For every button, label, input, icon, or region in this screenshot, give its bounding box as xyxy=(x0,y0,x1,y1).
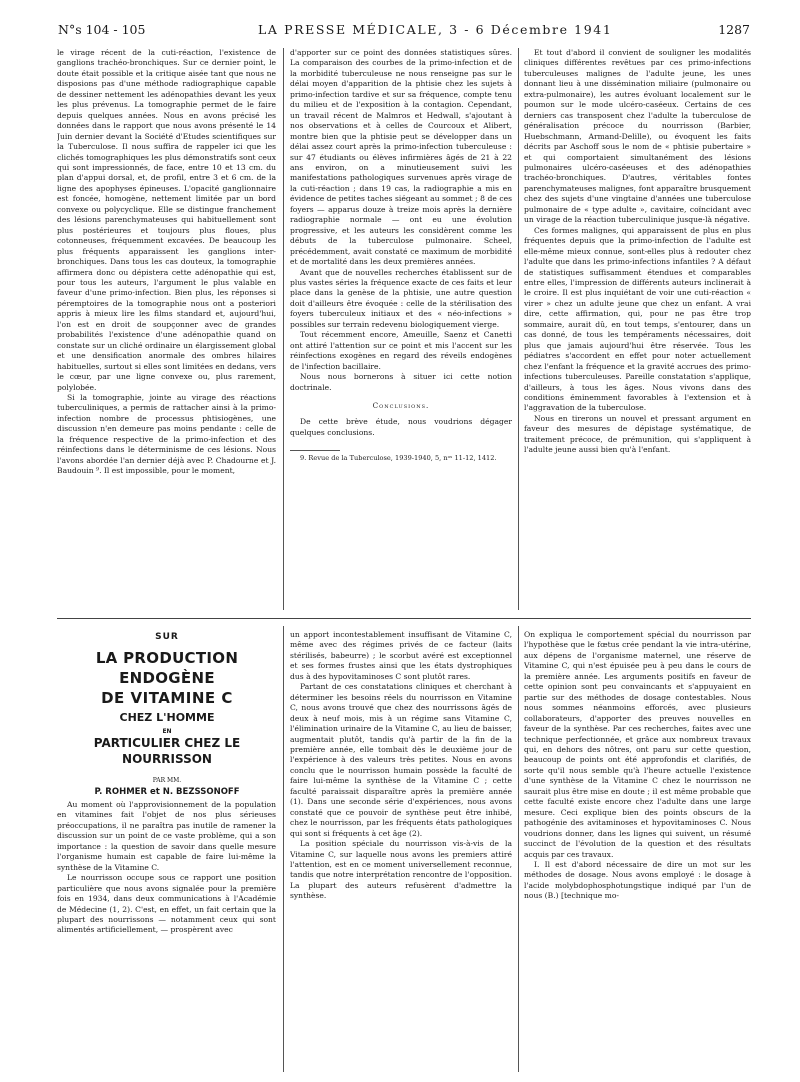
paragraph: Si la tomographie, jointe au virage des réactions tuberculiniques, a permis de rattacher ainsi à la primo-infection nombre de processus phtisiogènes, une discussion n'en demeure pas moins pendante : celle de la fréquence respective de la primo-infection et des réinfections dans le déterminisme de ces lésions. Nous l'avons abordée l'an dernier déjà avec P. Chadourne et J. Baudouin ⁹. Il est impossible, pour le moment, xyxy=(57,392,276,476)
column-divider xyxy=(518,626,519,1072)
paragraph: Au moment où l'approvisionnement de la population en vitamines fait l'objet de nos plus sérieuses préoccupations, il ne paraîtra pas inutile de ramener la discussion sur un point de ce vaste problème, qui a son importance : la question de savoir dans quelle mesure l'organisme humain est capable de faire lui-même la synthèse de la Vitamine C. xyxy=(57,800,276,872)
column-divider xyxy=(283,48,284,610)
title-line-4: PARTICULIER CHEZ LE NOURRISSON xyxy=(93,736,241,766)
section-divider xyxy=(57,618,751,619)
page-number: 1287 xyxy=(718,22,750,37)
column-divider xyxy=(518,48,519,610)
article-column-1 xyxy=(57,800,276,1070)
title-line-3: CHEZ L'HOMME xyxy=(119,711,215,724)
column-divider xyxy=(283,626,284,1072)
journal-title: LA PRESSE MÉDICALE, 3 - 6 Décembre 1941 xyxy=(258,22,613,37)
paragraph: De cette brève étude, nous voudrions dégager quelques conclusions. xyxy=(290,417,512,437)
paragraph: Nous en tirerons un nouvel et pressant argument en faveur des mesures de dépistage systématique, de traitement précoce, de prémunition, qui s'appliquent à l'adulte jeune aussi bien qu'à l'enfant. xyxy=(524,413,751,455)
paragraph: Avant que de nouvelles recherches établissent sur de plus vastes séries la fréquence exacte de ces faits et leur place dans la genèse de la phtisie, une autre question doit d'ailleurs être évoquée : celle de la stérilisation des foyers tuberculeux initiaux et des « néo-infections » possibles sur terrain redevenu biologiquement vierge. xyxy=(290,267,512,329)
title-connector: EN xyxy=(162,728,172,735)
title-line-1: LA PRODUCTION ENDOGÈNE xyxy=(95,649,239,687)
paragraph: Nous nous bornerons à situer ici cette notion doctrinale. xyxy=(290,372,512,392)
paragraph: d'apporter sur ce point des données statistiques sûres. La comparaison des courbes de la primo-infection et de la morbidité tuberculeuse ne nous renseigne pas sur le délai moyen d'apparition de la phtisie chez les sujets à primo-infection tardive et sur sa fréquence, compte tenu du milieu et de l'exposition à la contagion. Cependant, un travail récent de Malmros et Hedwall, s'ajoutant à nos observations et à celles de Courcoux et Alibert, montre bien que la phtisie peut se développer dans un délai assez court après la primo-infection tuberculeuse : sur 47 étudiants ou élèves infirmières âgés de 21 à 22 ans environ, on a minutieusement suivi les manifestations pathologiques survenues après virage de la cuti-réaction ; dans 19 cas, la radiographie a mis en évidence de petites taches siégeant au sommet ; 8 de ces foyers — apparus douze à treize mois après la dernière radiographie normale — ont eu une évolution progressive, et les auteurs les considèrent comme les débuts de la tuberculose pulmonaire. Scheel, précédemment, avait constaté ce maximum de morbidité et de mortalité dans les deux premières années. xyxy=(290,48,512,267)
paragraph: Et tout d'abord il convient de souligner les modalités cliniques différentes revêtues par ces primo-infections tuberculeuses malignes de l'adulte jeune, les unes donnant lieu à une dissémination miliaire (pulmonaire ou extra-pulmonaire), les autres évoluant localement sur le poumon sur le mode ulcéro-caséeux. Certains de ces derniers cas transposent chez l'adulte la tuberculose de généralisation précoce du nourrisson (Barbier, Huebschmann, Armand-Delille), ou évoquent les faits décrits par Aschoff sous le nom de « phtisie pubertaire » et qui comportaient simultanément des lésions pulmonaires ulcéro-caséeuses et des adénopathies trachéo-bronchiques. D'autres, véritables fontes parenchymateuses malignes, font apparaître brusquement chez des sujets d'une vingtaine d'années une tuberculose pulmonaire de « type adulte », cavitaire, coïncidant avec un virage de la réaction tuberculinique jusque-là négative. xyxy=(524,48,751,225)
section-heading-conclusions: Conclusions. xyxy=(372,400,430,410)
top-column-3 xyxy=(524,48,751,608)
article-column-2 xyxy=(290,630,512,1070)
authors: P. ROHMER et N. BEZSSONOFF xyxy=(94,787,240,797)
byline-prefix: PAR MM. xyxy=(152,777,182,784)
footnote-rule xyxy=(290,450,340,451)
top-column-1 xyxy=(57,48,276,608)
paragraph: On expliqua le comportement spécial du nourrisson par l'hypothèse que le fœtus crée pendant la vie intra-utérine, aux dépens de l'organisme maternel, une réserve de Vitamine C, qui n'est épuisée peu à peu dans le cours de la première année. Les arguments positifs en faveur de cette opinion sont peu convaincants et s'appuyaient en partie sur des méthodes de dosage contestables. Nous nous sommes néanmoins efforcés, avec plusieurs collaborateurs, d'apporter des preuves nouvelles en faveur de la synthèse. Par ces recherches, faites avec une technique perfectionnée, et grâce aux nombreux travaux qui, en dehors des nôtres, ont paru sur cette question, beaucoup de points ont été approfondis et clarifiés, de sorte qu'il nous semble qu'à l'heure actuelle l'existence d'une synthèse de la Vitamine C chez le nourrisson ne saurait plus être mise en doute ; il est même probable que cette faculté existe encore chez l'adulte dans une large mesure. Ceci explique bien des points obscurs de la pathogénie des avitaminoses et hypovitaminoses C. Nous voudrions donner, dans les lignes qui suivent, un résumé succinct de l'évolution de la question et des résultats acquis par ces travaux. xyxy=(524,630,751,859)
footnote: 9. Revue de la Tuberculose, 1939-1940, 5, nᵒˢ 11-12, 1412. xyxy=(300,454,497,463)
paragraph: Partant de ces constatations cliniques et cherchant à déterminer les besoins réels du nourrisson en Vitamine C, nous avons trouvé que chez des nourrissons âgés de deux à neuf mois, mis à un régime sans Vitamine C, l'élimination urinaire de la Vitamine C, au lieu de baisser, augmentait plutôt, tandis qu'à partir de la fin de la première année, elle tombait dès le deuxième jour de l'expérience à des valeurs très petites. Nous en avons conclu que le nourrisson humain possède la faculté de faire lui-même la synthèse de la Vitamine C ; cette faculté paraissait disparaître après la première année (1). Dans une seconde série d'expériences, nous avons constaté que ce pouvoir de synthèse peut être inhibé, chez le nourrisson, par les fréquents états pathologiques qui sont si fréquents à cet âge (2). xyxy=(290,682,512,838)
paragraph: Tout récemment encore, Ameuille, Saenz et Canetti ont attiré l'attention sur ce point et mis l'accent sur les réinfections exogènes en regard des réveils endogènes de l'infection bacillaire. xyxy=(290,330,512,371)
paragraph: un apport incontestablement insuffisant de Vitamine C, même avec des régimes privés de ce facteur (laits stérilisés, babeurre) ; le scorbut avéré est exceptionnel et ses formes frustes ainsi que les états dystrophiques dus à des hypovitaminoses C sont plutôt rares. xyxy=(290,630,512,681)
article-column-3 xyxy=(524,630,751,1070)
paragraph: le virage récent de la cuti-réaction, l'existence de ganglions trachéo-bronchiques. Sur ce dernier point, le doute était possible et la critique aisée tant que nous ne disposions pas d'une méthode radiographique capable de dessiner nettement les adénopathies devant les yeux les plus prévenus. La tomographie permet de le faire depuis quelques années. Nous en avons précisé les données dans le rapport que nous avons présenté le 14 Juin dernier devant la Société d'Etudes scientifiques sur la Tuberculose. Il nous suffira de rappeler ici que les clichés tomographiques les plus démonstratifs sont ceux qui sont impressionnés, de face, entre 10 et 13 cm. du plan d'appui dorsal, et, de profil, entre 3 et 6 cm. de la ligne des apophyses épineuses. L'opacité ganglionnaire est foncée, homogène, nettement limitée par un bord convexe ou polycyclique. Elle se distingue franchement des lésions parenchymateuses qui habituellement sont plus postérieures et toujours plus floues, plus cotonneuses, fréquemment excavées. De beaucoup les plus fréquents apparaissent les ganglions inter-bronchiques. Dans tous les cas douteux, la tomographie affirmera donc ou dépistera cette adénopathie qui est, pour tous les auteurs, l'argument le plus valable en faveur d'une primo-infection. Bien plus, les réponses si péremptoires de la tomographie nous ont a posteriori appris à mieux lire les films standard et, aujourd'hui, l'on est en droit de soupçonner avec de grandes probabilités l'existence d'une adénopathie quand on constate sur un cliché ordinaire un élargissement global et une densification anormale des ombres hilaires habituelles, surtout si elles sont limitées en dedans, vers le cœur, par une ligne convexe ou, plus rarement, polylobée. xyxy=(57,48,276,392)
running-header xyxy=(58,22,750,40)
article-title-block xyxy=(57,632,277,797)
paragraph: Le nourrisson occupe sous ce rapport une position particulière que nous avons signalée pour la première fois en 1934, dans deux communications à l'Académie de Médecine (1, 2). C'est, en effet, un fait certain que la plupart des nourrissons — notamment ceux qui sont alimentés artificiellement, — prospèrent avec xyxy=(57,873,276,935)
paragraph: Ces formes malignes, qui apparaissent de plus en plus fréquentes depuis que la primo-infection de l'adulte est elle-même mieux connue, sont-elles plus à redouter chez l'adulte que dans les primo-infections infantiles ? A défaut de statistiques suffisamment étendues et comparables entre elles, l'impression de différents auteurs inclinerait à le croire. Il est plus inquiétant de voir une cuti-réaction « virer » chez un adulte jeune que chez un enfant. A vrai dire, cette affirmation, qui, pour ne pas être trop sommaire, aurait dû, en tout temps, s'entourer, dans un cas donné, de tous les tempéraments nécessaires, doit plus que jamais aujourd'hui être réservée. Tous les pédiatres s'accordent en effet pour noter actuellement chez l'enfant la fréquence et la gravité accrues des primo-infections tuberculeuses. Pareille constatation s'applique, d'ailleurs, à tous les âges. Nous vivons dans des conditions éminemment favorables à l'extension et à l'aggravation de la tuberculose. xyxy=(524,225,751,413)
issue-number: N°s 104 - 105 xyxy=(58,22,146,37)
paragraph: I. Il est d'abord nécessaire de dire un mot sur les méthodes de dosage. Nous avons employé : le dosage à l'acide molybdophosphotungstique indiqué par l'un de nous (B.) [technique mo- xyxy=(524,859,751,901)
title-line-2: DE VITAMINE C xyxy=(101,689,233,707)
paragraph: La position spéciale du nourrisson vis-à-vis de la Vitamine C, sur laquelle nous avons les premiers attiré l'attention, est en ce moment universellement reconnue, tandis que notre interprétation rencontre de l'opposition. La plupart des auteurs refusèrent d'admettre la synthèse. xyxy=(290,839,512,901)
title-prefix: SUR xyxy=(155,632,179,642)
top-column-2 xyxy=(290,48,512,608)
